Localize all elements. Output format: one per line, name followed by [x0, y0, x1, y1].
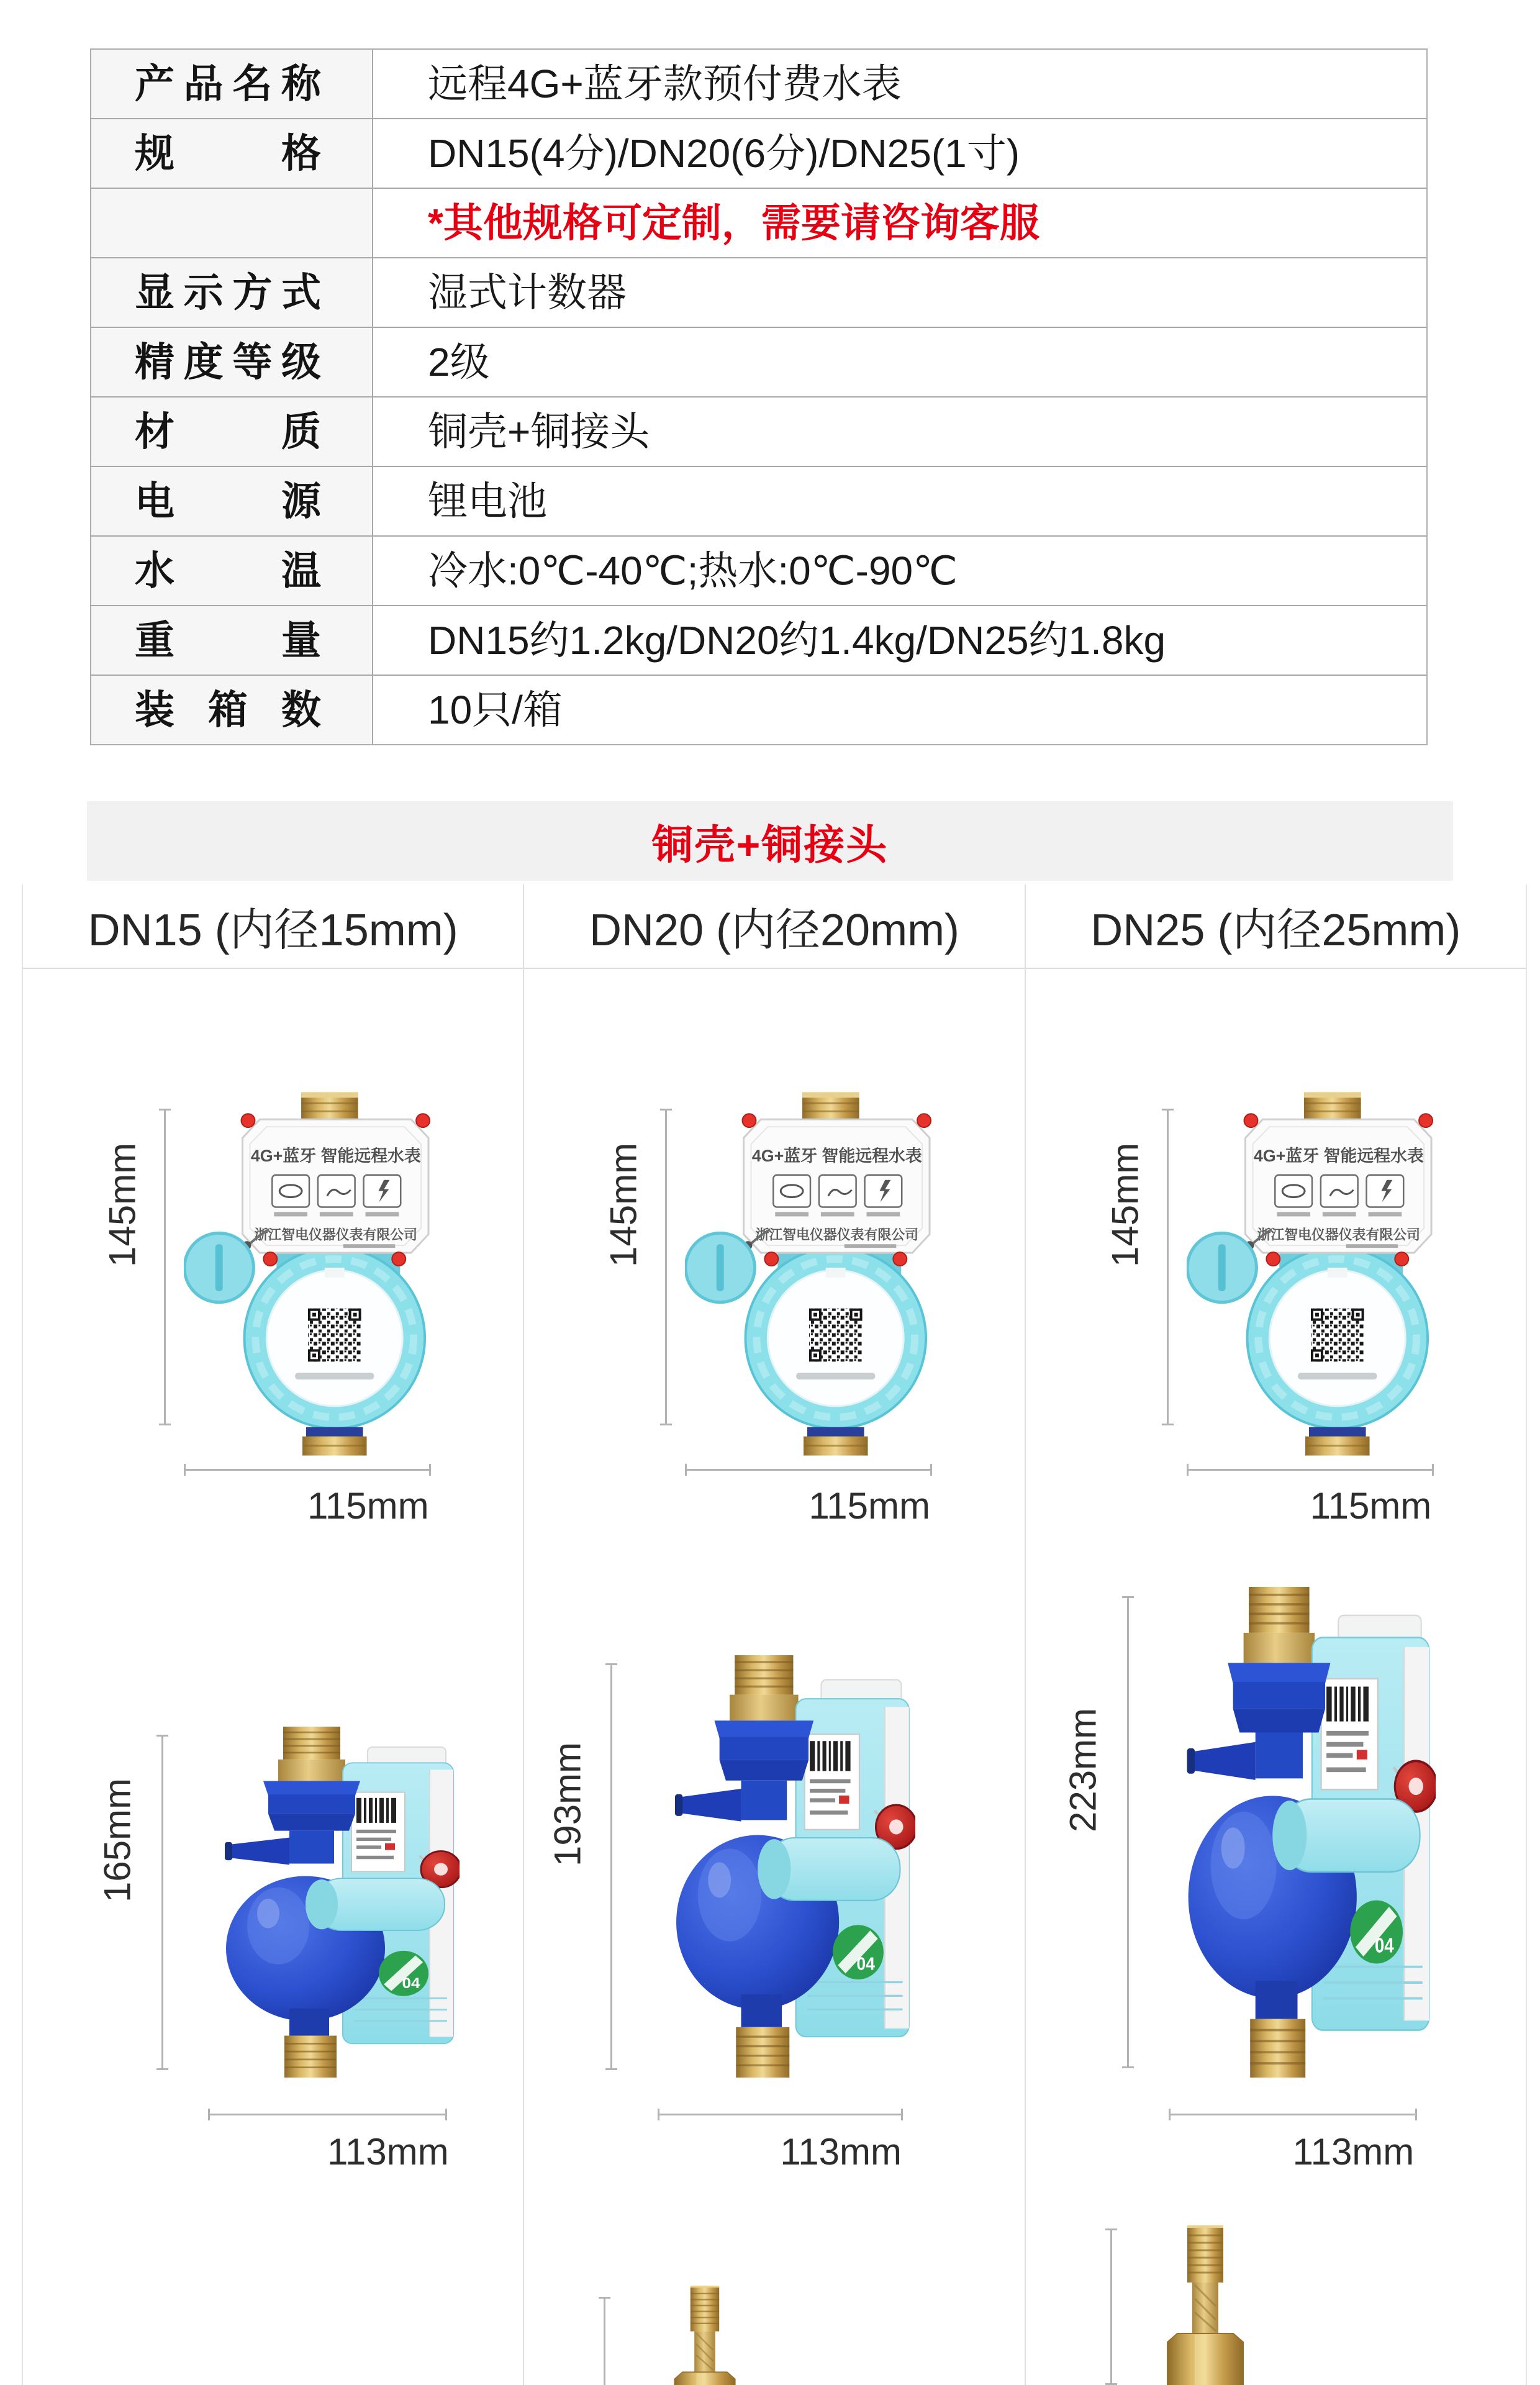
column-header: DN15 (内径15mm): [23, 884, 523, 969]
table-row: [91, 50, 1426, 119]
pump-width-dim-line: [658, 2114, 903, 2115]
row-label: 精度等级: [135, 340, 321, 384]
meter-width-dim-line: [685, 1469, 932, 1471]
pump-width-dim-line: [1169, 2114, 1417, 2115]
table-row: [91, 398, 1426, 467]
pump-height-dim-line: [1127, 1596, 1129, 2068]
spec-table: [90, 48, 1428, 745]
row-value: 冷水:0℃-40℃;热水:0℃-90℃: [428, 548, 958, 593]
connector-dim-line: [1110, 2228, 1112, 2385]
meter-photo: [184, 1090, 431, 1456]
table-row: [91, 119, 1426, 189]
row-label: 材质: [135, 409, 321, 454]
row-value: 远程4G+蓝牙款预付费水表: [428, 61, 902, 106]
section-title: 铜壳+铜接头: [651, 821, 889, 868]
row-value: 铜壳+铜接头: [428, 409, 650, 454]
meter-photo: [685, 1090, 932, 1456]
row-label: 装箱数: [135, 688, 321, 732]
product-columns: [22, 884, 1527, 2385]
column-dn25: DN25 (内径25mm) 145mm 115mm 223mm 113mm: [1025, 884, 1526, 2385]
pump-height-dim-line: [610, 1663, 612, 2070]
row-value: 湿式计数器: [428, 270, 627, 315]
row-value-note: *其他规格可定制，需要请咨询客服: [428, 201, 1040, 245]
table-row: [91, 467, 1426, 537]
row-value: DN15(4分)/DN20(6分)/DN25(1寸): [428, 131, 1020, 176]
table-row: [91, 258, 1426, 328]
row-value: 锂电池: [428, 479, 547, 524]
meter-height-dim-line: [164, 1109, 166, 1425]
pump-photo: [1159, 1587, 1436, 2078]
row-label: 重量: [135, 618, 321, 663]
meter-width-dim-line: [184, 1469, 431, 1471]
meter-photo: [1187, 1090, 1434, 1456]
column-header: DN25 (内径25mm): [1026, 884, 1526, 969]
pump-photo: [199, 1727, 460, 2078]
row-label: 显示方式: [135, 270, 321, 315]
table-row: [91, 328, 1426, 398]
column-dn20: DN20 (内径20mm) 145mm 115mm 193mm 113mm: [523, 884, 1024, 2385]
brass-connector-photo: [668, 2286, 742, 2385]
table-row: [91, 537, 1426, 606]
row-value: 2级: [428, 340, 490, 384]
row-label: 产品名称: [135, 61, 321, 106]
row-label: 规格: [135, 131, 321, 176]
row-value: 10只/箱: [428, 688, 563, 732]
connector-dim-line: [604, 2297, 605, 2385]
column-dn15: DN15 (内径15mm) 145mm 115mm 165mm 113mm: [23, 884, 523, 2385]
table-row: [91, 189, 1426, 258]
column-header: DN20 (内径20mm): [524, 884, 1024, 969]
meter-width-dim-line: [1187, 1469, 1434, 1471]
row-label: 电源: [135, 479, 321, 524]
row-label: 水温: [135, 548, 321, 593]
brass-connector-photo: [1159, 2225, 1252, 2385]
table-row: [91, 676, 1426, 744]
table-row: [91, 606, 1426, 676]
pump-width-dim-line: [208, 2114, 447, 2115]
meter-height-dim-line: [1167, 1109, 1169, 1425]
row-value: DN15约1.2kg/DN20约1.4kg/DN25约1.8kg: [428, 618, 1166, 663]
pump-height-dim-line: [161, 1735, 163, 2070]
section-title-band: [87, 801, 1453, 881]
pump-photo: [648, 1655, 915, 2078]
meter-height-dim-line: [665, 1109, 667, 1425]
